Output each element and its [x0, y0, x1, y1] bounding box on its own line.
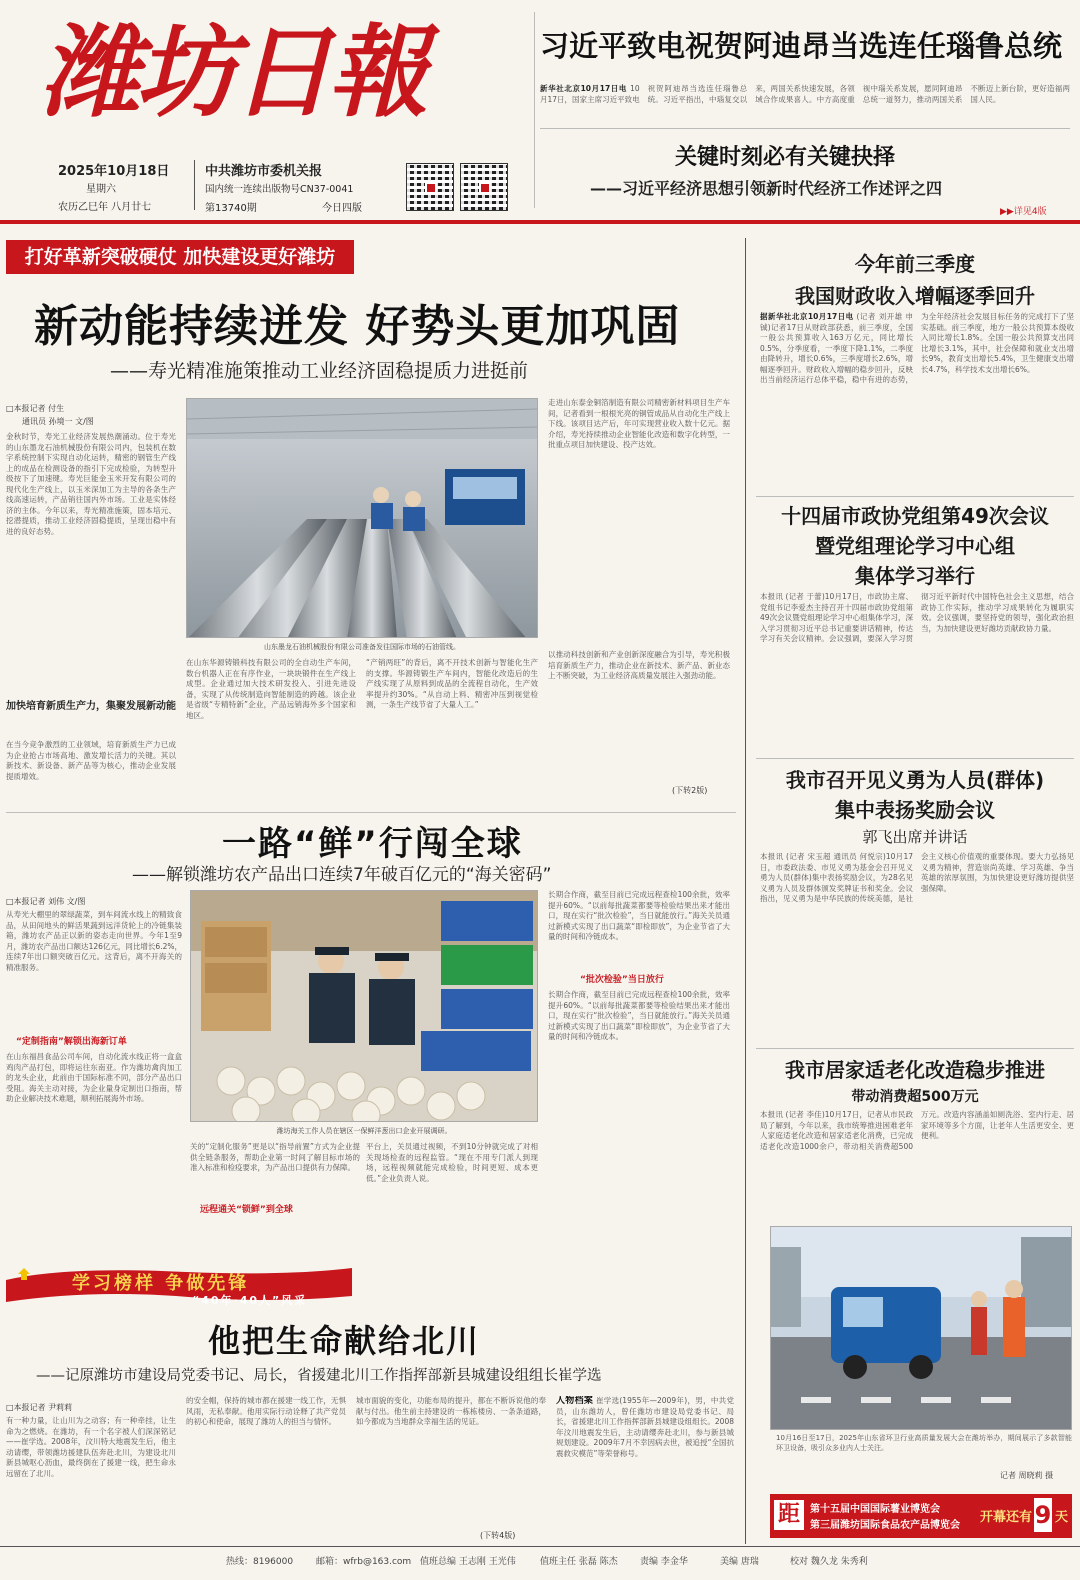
feature-col3 [356, 1396, 546, 1536]
issue-number: 第13740期 [205, 203, 257, 214]
feature-profile [556, 1396, 734, 1526]
lead-story-col4 [548, 398, 730, 638]
paragraph: 有一种力量，让山川为之动容；有一种牵挂，让生命为之燃烧。在潍坊，有一个名字被人们深深铭记——崔学选。2008年，汶川特大地震发生后，他主动请缨，带领潍坊援建队伍奔赴北川，为建设北川新县城呕心沥血，最终倒在了援建一线，把生命永远留在了北川。 [6, 1416, 176, 1478]
lead-section-head [6, 700, 176, 714]
steel-pipe-factory-image [187, 399, 538, 638]
lead-story-col1b [6, 740, 176, 818]
commentary-headline[interactable]: 关键时刻必有关键抉择 [675, 145, 896, 170]
top-story-body [540, 84, 1070, 120]
paragraph: 从寿光大棚里的翠绿蔬菜，到车间流水线上的精致食品，从田间地头的鲜活果蔬到远洋货轮上的冷链集装箱，潍坊农产品正以新的姿态走向世界。今年1至9月，潍坊农产品出口额达126亿元，同比增长6.2%，连续7年出口额突破百亿元。这背后，离不开海关的精准服务。 [6, 910, 182, 972]
feature-col2 [186, 1396, 346, 1536]
cppcc-body [760, 592, 1074, 752]
export-photo-caption: 潍坊海关工作人员在辖区一保鲜洋葱出口企业开展调研。 [276, 1127, 452, 1135]
top-story-rule [540, 128, 1070, 129]
lead-story-col2 [186, 658, 356, 798]
right-column-rule [745, 238, 746, 1544]
feature-headline[interactable]: 他把生命献给北川 [208, 1322, 481, 1360]
paragraph: 金秋时节，寿光工业经济发展热潮涌动。位于寿光的山东墨龙石油机械股份有限公司内，包装机在数字系统控制下实现自动化运转，精密的钢管生产线上的成品在检测设备的指引下完成检验，为转型升级按下了加速键。寿光巨能金玉米开发有限公司的现代化生产线上，以玉米深加工为主导的各条生产线高速运转，产品销往国内外市场。工业是实体经济的主体。今年以来，寿光精准施策，固本培元、挖潜提质，推动工业经济固稳提质，呈现出稳中有进的良好态势。 [6, 432, 176, 536]
countdown-unit: 天 [1055, 1510, 1069, 1525]
section-divider [6, 812, 736, 813]
masthead-vrule [534, 12, 535, 208]
section-divider [756, 758, 1074, 759]
footer-editor-5: 校对 魏久龙 朱秀利 [790, 1557, 868, 1567]
street-sweeper-image [771, 1227, 1072, 1430]
paragraph: 城市面貌的变化，功能布局的提升，都在不断诉说他的奉献与付出。他生前主持建设的一栋栋楼房、一条条道路，如今都成为当地群众幸福生活的见证。 [356, 1396, 546, 1426]
paragraph: 以推动科技创新和产业创新深度融合为引导，寿光积极培育新质生产力，推动企业在新技术、新产品、新业态上不断突破，为工业经济高质量发展注入强劲动能。 [548, 650, 730, 680]
top-story-lead: 新华社北京10月17日电 [540, 84, 628, 93]
qr-code-icon[interactable] [406, 163, 454, 211]
paragraph: 长期合作商，截至目前已完成远程查检100余批，效率提升60%。“以前每批蔬菜都要等检验结果出来才能出口，现在实行“批次检验”，当日就能放行。”海关关员通过新模式实现了出口蔬菜“即检即放”，为企业节省了大量的时间和冷链成本。 [548, 890, 730, 941]
aging-body [760, 1110, 1074, 1220]
lead-photo-caption: 山东墨龙石油机械股份有限公司准备发往国际市场的石油管线。 [264, 643, 460, 651]
lead-story-correspondent: 通讯员 孙境一 文/图 [22, 417, 94, 426]
feature-banner-sub: “40年·40人”风采 [192, 1294, 308, 1307]
publisher: 中共潍坊市委机关报 [205, 164, 323, 179]
feature-jump[interactable]: (下转4版) [480, 1531, 516, 1540]
cppcc-text: 本报讯 (记者 于蕾)10月17日，市政协主席、党组书记李爱杰主持召开十四届市政协党组第49次会议暨党组理论学习中心组集体学习，深入学习贯彻习近平总书记重要讲话精神，传达学习有关会议精神。会议强调，要深入学习贯彻习近平新时代中国特色社会主义思想，结合政协工作实际，推动学习成果转化为履职实效。会议强调，要坚持党的领导，强化政治担当，为加快建设更好潍坊贡献政协力量。 [760, 592, 1074, 643]
commentary-subhead: ——习近平经济思想引领新时代经济工作述评之四 [590, 179, 943, 198]
export-story-col1 [6, 910, 182, 1020]
export-story-headline[interactable]: 一路“鲜”行闯全球 [222, 824, 523, 864]
sanitation-expo-photo[interactable] [770, 1226, 1072, 1430]
countdown-open-label: 开幕还有 [980, 1510, 1033, 1525]
export-section-head-3: 远程通关“锁鲜”到全球 [200, 1205, 293, 1215]
lunar-date: 农历乙巳年 八月廿七 [58, 202, 152, 213]
aging-headline[interactable]: 我市居家适老化改造稳步推进 [785, 1058, 1045, 1082]
campaign-banner [6, 240, 354, 274]
hero-subhead: 郭飞出席并讲话 [862, 828, 968, 846]
lead-story-subhead: ——寿光精准施策推动工业经济固稳提质力进挺前 [110, 360, 529, 382]
top-story-text: 10月17日，国家主席习近平致电祝贺阿迪昂当选连任瑙鲁总统。习近平指出，中瑙复交以来，两国关系快速发展，各领域合作成果喜人。中方高度重视中瑙关系发展，愿同阿迪昂总统一道努力，推动两国关系不断迈上新台阶，更好造福两国人民。 [540, 84, 1070, 104]
lead-story-jump[interactable]: (下转2版) [672, 786, 708, 795]
cppcc-headline-3[interactable]: 集体学习举行 [855, 564, 975, 588]
top-story-headline[interactable]: 习近平致电祝贺阿迪昂当选连任瑙鲁总统 [540, 29, 1063, 63]
feature-subhead: ——记原潍坊市建设局党委书记、局长，省援建北川工作指挥部新县城建设组组长崔学选 [36, 1368, 602, 1384]
paragraph: 走进山东泰金铜箔制造有限公司精密新材料项目生产车间，记者看到一根根光亮的铜管成品从自动化生产线上下线。该项目达产后，年可实现营业收入数十亿元。据介绍，寿光持续推动企业智能化改造和数字化转型，一批重点项目加快建设、投产达效。 [548, 398, 730, 449]
footer-rule [0, 1546, 1080, 1547]
feature-col1 [6, 1416, 176, 1536]
hero-text: 本报讯 (记者 宋玉超 通讯员 何悦宗)10月17日，市委政法委、市见义勇为基金会召开见义勇为人员(群体)集中表扬奖励会议，为28名见义勇为人员及群体颁发奖牌证书和奖金。会议指出，见义勇为是中华民族的传统美德，是社会主义核心价值观的重要体现。要大力弘扬见义勇为精神，营造崇尚英雄、学习英雄、争当英雄的浓厚氛围，为加快建设更好潍坊提供坚强保障。 [760, 852, 1074, 903]
fiscal-lead: 据新华社北京10月17日电 [760, 312, 854, 321]
feature-banner-text: 学习榜样 争做先锋 [72, 1273, 250, 1294]
section-head-text: 加快培育新质生产力，集聚发展新动能 [6, 701, 176, 712]
hero-body [760, 852, 1074, 1040]
feature-banner [6, 1266, 352, 1308]
paragraph: 关的“定制化服务”更是以“指导前置”方式为企业提供全链条服务，帮助企业第一时间了解目标市场的准入标准和检疫要求，为产品出口提供有力保障。 [190, 1142, 360, 1172]
profile-label: 人物档案 [556, 1396, 594, 1406]
expo-name-2: 第三届潍坊国际食品农产品博览会 [810, 1520, 960, 1531]
lead-story-reporter: □本报记者 付生 [6, 404, 65, 413]
fiscal-headline-1[interactable]: 今年前三季度 [855, 252, 975, 276]
export-story-photo[interactable] [190, 890, 538, 1122]
paragraph: 在山东福昌食品公司车间，自动化流水线正将一盒盒鸡肉产品打包，即将运往东南亚。作为潍坊禽肉加工的龙头企业，此前由于国际标准不同，部分产品出口受阻。海关主动对接，为企业量身定制出口指南，帮助企业解决技术难题，顺利拓展海外市场。 [6, 1052, 182, 1103]
paragraph: 平台上，关员通过视频，不到10分钟就完成了对相关现场检查的远程监管。“现在不用专门派人到现场，远程视频就能完成检验，时间更短、成本更低。”企业负责人说。 [366, 1142, 538, 1183]
footer-email[interactable]: 邮箱：wfrb@163.com [316, 1557, 412, 1567]
cn-number: 国内统一连续出版物号CN37-0041 [205, 184, 354, 195]
customs-inspection-image [191, 891, 538, 1122]
hero-headline-1[interactable]: 我市召开见义勇为人员(群体) [785, 768, 1045, 792]
export-story-col3 [366, 1142, 538, 1252]
footer-editor-2: 值班主任 张磊 陈杰 [540, 1557, 618, 1567]
export-section-head-1: “定制指南”解锁出海新订单 [16, 1037, 127, 1047]
issue-date: 2025年10月18日 [58, 164, 170, 179]
export-story-subhead: ——解锁潍坊农产品出口连续7年破百亿元的“海关密码” [132, 865, 552, 885]
newspaper-logo: 潍坊日報 [40, 13, 424, 131]
lead-story-headline[interactable]: 新动能持续迸发 好势头更加巩固 [34, 301, 681, 352]
footer-editor-1: 值班总编 王志刚 王光伟 [420, 1557, 516, 1567]
section-divider [756, 1048, 1074, 1049]
lead-story-photo[interactable] [186, 398, 538, 638]
export-section-head-2: “批次检验”当日放行 [580, 975, 664, 985]
caption-text: 10月16日至17日，2025年山东省环卫行业高质量发展大会在潍坊举办，期间展示了多款智能环卫设备，吸引众多业内人士关注。 [776, 1434, 1072, 1452]
lead-story-col4b [548, 650, 730, 770]
masthead [0, 0, 1080, 220]
aging-text: 本报讯 (记者 李佳)10月17日，记者从市民政局了解到，今年以来，我市统筹推进困难老年人家庭适老化改造和居家适老化消费，已完成适老化改造1000余户，带动相关消费超500万元。改造内容涵盖如厕洗浴、室内行走、居家环境等多个方面，让老年人生活更安全、更便利。 [760, 1110, 1074, 1151]
lead-story-col1 [6, 432, 176, 688]
feature-byline: □本报记者 尹莉莉 [6, 1403, 73, 1412]
issue-weekday: 星期六 [86, 184, 116, 195]
masthead-divider [194, 160, 195, 210]
footer-hotline: 热线：8196000 [226, 1557, 294, 1567]
aging-subhead: 带动消费超500万元 [851, 1089, 979, 1105]
cppcc-headline-1[interactable]: 十四届市政协党组第49次会议 [781, 504, 1049, 528]
lead-story-col3 [366, 658, 538, 798]
paragraph: “产销两旺”的背后，离不开技术创新与智能化生产的支撑。华源铸锻生产车间内，智能化改造后的生产线实现了从原料到成品的全流程自动化，生产效率提升约30%。“从自动上料、精密冲压到视觉检测，一条生产线节省了大量人工。” [366, 658, 538, 709]
page-count: 今日四版 [322, 203, 362, 214]
fiscal-body [760, 312, 1074, 490]
expo-name-1: 第十五届中国国际薯业博览会 [810, 1504, 940, 1515]
masthead-red-rule [0, 220, 1080, 224]
fiscal-headline-2[interactable]: 我国财政收入增幅逐季回升 [795, 284, 1035, 308]
footer-editor-4: 美编 唐瑞 [720, 1557, 759, 1567]
fiscal-text: (记者 刘开雄 申铖)记者17日从财政部获悉，前三季度，全国一般公共预算收入163万亿元，同比增长0.5%，分季度看，一季度下降1.1%，二季度由降转升，增长0.6%，三季度增长2.6%，增幅逐季回升。财政收入增幅的稳步回升，反映出当前经济运行总体平稳，稳中有进的态势，为全年经济社会发展目标任务的完成打下了坚实基础。前三季度，地方一般公共预算本级收入同比增长1.8%。全国一般公共预算支出同比增长3.1%，其中，社会保障和就业支出增长9%，教育支出增长5.4%，卫生健康支出增长4.7%，科学技术支出增长6%。 [760, 312, 1074, 384]
footer [0, 1550, 1080, 1574]
export-story-col4 [548, 890, 730, 950]
campaign-banner-text: 打好革新突破硬仗 加快建设更好潍坊 [24, 246, 336, 268]
section-divider [756, 496, 1074, 497]
paragraph: 在山东华源铸锻科技有限公司的全自动生产车间，数台机器人正在有序作业，一块块锻件在生产线上成型。企业通过加大技术研发投入、引进先进设备，实现了从传统制造向智能制造的跨越。该企业是省级“专精特新”企业，产品远销海外多个国家和地区。 [186, 658, 356, 720]
hero-headline-2[interactable]: 集中表扬奖励会议 [835, 798, 995, 822]
countdown-days: 9 [1034, 1498, 1052, 1532]
paragraph: 长期合作商，截至目前已完成远程查检100余批，效率提升60%。“以前每批蔬菜都要等检验结果出来才能出口，现在实行“批次检验”，当日就能放行。”海关关员通过新模式实现了出口蔬菜“即检即放”，为企业节省了大量的时间和冷链成本。 [548, 990, 730, 1041]
paragraph: 在当今竞争激烈的工业领域，培育新质生产力已成为企业抢占市场高地、激发增长活力的关键。其以新技术、新设备、新产品等为核心，推动企业发展提质增效。 [6, 740, 176, 781]
export-story-col1b [6, 1052, 182, 1260]
export-story-col2 [190, 1142, 360, 1194]
paragraph: 的安全帽，保持的城市都在援建一线工作，无惧风雨，无私奉献。他用实际行动诠释了共产党员的初心和使命，展现了潍坊人的担当与情怀。 [186, 1396, 346, 1426]
profile-text: 崔学选(1955年—2009年)，男，中共党员，山东潍坊人，曾任潍坊市建设局党委书记、局长，省援建北川工作指挥部新县城建设组组长。2008年汶川地震发生后，主动请缨奔赴北川，参与新县城规划建设。2009年7月不幸因病去世，被追授“全国抗震救灾模范”等荣誉称号。 [556, 1396, 734, 1458]
commentary-jump[interactable]: ▶▶详见4版 [1000, 207, 1047, 217]
export-story-col4b [548, 990, 730, 1246]
cppcc-headline-2[interactable]: 暨党组理论学习中心组 [815, 534, 1015, 558]
expo-countdown-banner[interactable] [770, 1494, 1072, 1538]
footer-editor-3: 责编 李金华 [640, 1557, 688, 1567]
sanitation-photo-caption [776, 1434, 1072, 1468]
photo-credit: 记者 周晓莉 摄 [1000, 1471, 1054, 1480]
qr-code-icon[interactable] [460, 163, 508, 211]
export-story-byline: □本报记者 刘伟 文/图 [6, 897, 86, 906]
countdown-label: 距 [774, 1500, 804, 1530]
